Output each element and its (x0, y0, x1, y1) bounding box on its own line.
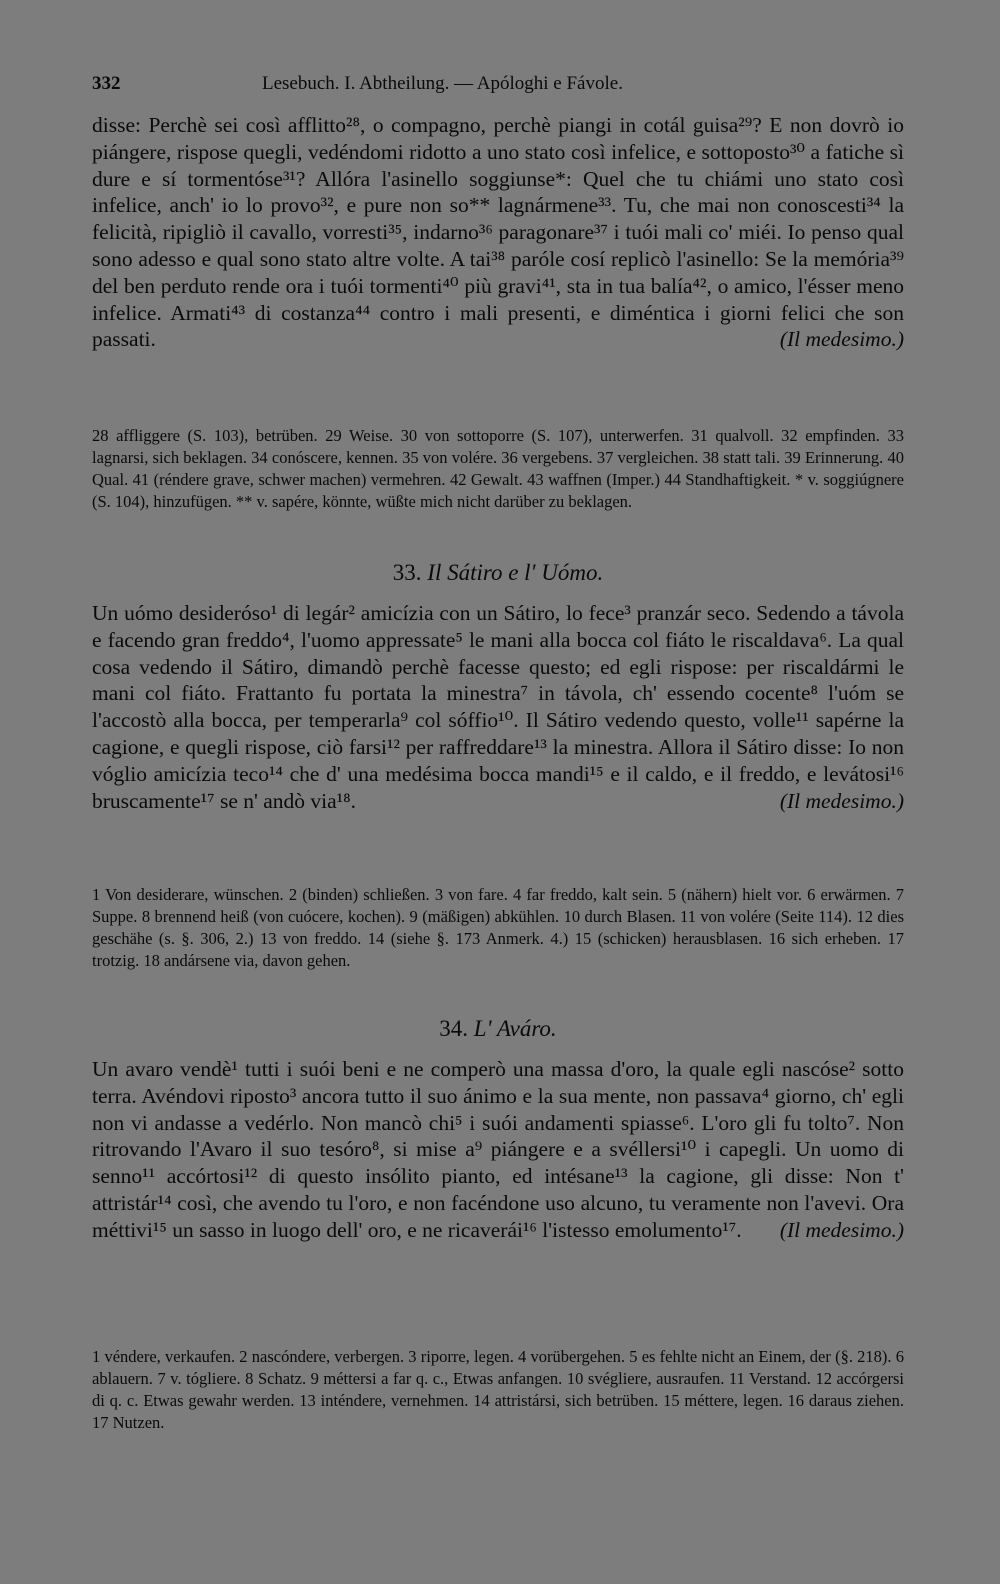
page-header (92, 70, 904, 98)
running-title: Lesebuch. I. Abtheilung. — Apóloghi e Fávole. (262, 73, 623, 94)
fable-title: Il Sátiro e l' Uómo. (427, 560, 604, 585)
footnotes-text: 1 véndere, verkaufen. 2 nascóndere, verbergen. 3 riporre, legen. 4 vorübergehen. 5 es fehlte nicht an Einem, der (§. 218). 6 ablauern. 7 v. tógliere. 8 Schatz. 9 méttersi a far q. c., Etwas anfangen. 10 svégliere, ausraufen. 11 Verstand. 12 accórgersi di q. c. Etwas gewahr werden. 13 inténdere, vernehmen. 14 attristársi, sich betrüben. 15 méttere, legen. 16 daraus ziehen. 17 Nutzen. (92, 1347, 904, 1432)
footnotes-text: 28 affliggere (S. 103), betrüben. 29 Weise. 30 von sottoporre (S. 107), unterwerfen. 31 qualvoll. 32 empfinden. 33 lagnarsi, sich beklagen. 34 conóscere, kennen. 35 von volére. 36 vergebens. 37 vergleichen. 38 statt tali. 39 Erinnerung. 40 Qual. 41 (réndere grave, schwer machen) vermehren. 42 Gewalt. 43 waffnen (Imper.) 44 Standhaftigkeit. * v. soggiúgnere (S. 104), hinzufügen. ** v. sapére, könnte, wüßte mich nicht darüber zu beklagen. (92, 426, 904, 511)
source-attribution: (Il medesimo.) (779, 327, 904, 352)
fable-text: Un avaro vendè¹ tutti i suói beni e ne comperò una massa d'oro, la quale egli nascóse² sotto terra. Avéndovi riposto³ ancora tutto il suo ánimo e la sua mente, non passava⁴ giorno, ch' egli non vi andasse a vedérlo. Non mancò chi⁵ i suói andamenti spiasse⁶. L'oro gli fu tolto⁷. Non ritrovando l'Avaro il suo tesóro⁸, si mise a⁹ piángere e a svéllersi¹⁰ i capegli. Un uomo di senno¹¹ accórtosi¹² di questo insólito pianto, ed intésane¹³ la cagione, gli disse: Non t' attristár¹⁴ così, che avendo tu l'oro, e non facéndone uso alcuno, tu veramente non l'avevi. Ora méttivi¹⁵ un sasso in luogo dell' oro, e ne ricaverái¹⁶ l'istesso emolumento¹⁷. (92, 1057, 904, 1242)
source-attribution: (Il medesimo.) (779, 788, 904, 813)
source-attribution: (Il medesimo.) (779, 1217, 904, 1242)
fable-title: L' Aváro. (473, 1016, 557, 1041)
fable-33-body (92, 600, 904, 814)
fable-34-body (92, 1056, 904, 1244)
fable-33-footnotes (92, 884, 904, 972)
page-number: 332 (92, 73, 121, 94)
fable-33-heading (92, 560, 904, 586)
fable-continuation-text: disse: Perchè sei così afflitto²⁸, o compagno, perchè piangi in cotál guisa²⁹? E non dovrò io piángere, rispose quegli, vedéndomi ridotto a uno stato così infelice, e sottoposto³⁰ a fatiche sì dure e sí tormentóse³¹? Allóra l'asinello soggiunse*: Quel che tu chiámi uno stato così infelice, anch' io lo provo³², e pure non so** lagnármene³³. Tu, che mai non conoscesti³⁴ la felicità, ripigliò il cavallo, vorresti³⁵, indarno³⁶ paragonare³⁷ i tuói mali co' miéi. Io penso qual sono adesso e qual sono stato altre volte. A tai³⁸ paróle cosí replicò l'asinello: Se la memória³⁹ del ben perduto rende ora i tuói tormenti⁴⁰ più gravi⁴¹, sta in tua balía⁴², o amico, l'ésser meno infelice. Armati⁴³ di costanza⁴⁴ contro i mali presenti, e diméntica i giorni felici che son passati. (92, 113, 904, 352)
fable-text: Un uómo desideróso¹ di legár² amicízia con un Sátiro, lo fece³ pranzár seco. Sedendo a távola e facendo gran freddo⁴, l'uomo appressate⁵ le mani alla bocca col fiáto le riscaldava⁶. La qual cosa vedendo il Sátiro, dimandò perchè facesse questo; ed egli rispose: per riscaldármi le mani col fiáto. Frattanto fu portata la minestra⁷ in távola, ch' essendo cocente⁸ l'uóm se l'accostò alla bocca, per temperarla⁹ col sóffio¹⁰. Il Sátiro vedendo questo, volle¹¹ sapérne la cagione, e quegli rispose, ciò farsi¹² per raffreddare¹³ la minestra. Allora il Sátiro disse: Io non vóglio amicízia teco¹⁴ che d' una medésima bocca mandi¹⁵ e il caldo, e il freddo, e levátosi¹⁶ bruscamente¹⁷ se n' andò via¹⁸. (92, 601, 904, 813)
fable-34-heading (92, 1016, 904, 1042)
fable-continuation (92, 112, 904, 353)
footnotes-text: 1 Von desiderare, wünschen. 2 (binden) schließen. 3 von fare. 4 far freddo, kalt sein. 5 (nähern) hielt vor. 6 erwärmen. 7 Suppe. 8 brennend heiß (von cuócere, kochen). 9 (mäßigen) abkühlen. 10 durch Blasen. 11 von volére (Seite 114). 12 dies geschähe (s. §. 306, 2.) 13 von freddo. 14 (siehe §. 173 Anmerk. 4.) 15 (schicken) herausblasen. 16 sich erheben. 17 trotzig. 18 andársene via, davon gehen. (92, 885, 904, 970)
fable-34-footnotes (92, 1346, 904, 1434)
fable-number: 33. (392, 560, 422, 585)
footnotes-continuation (92, 425, 904, 513)
fable-number: 34. (439, 1016, 469, 1041)
